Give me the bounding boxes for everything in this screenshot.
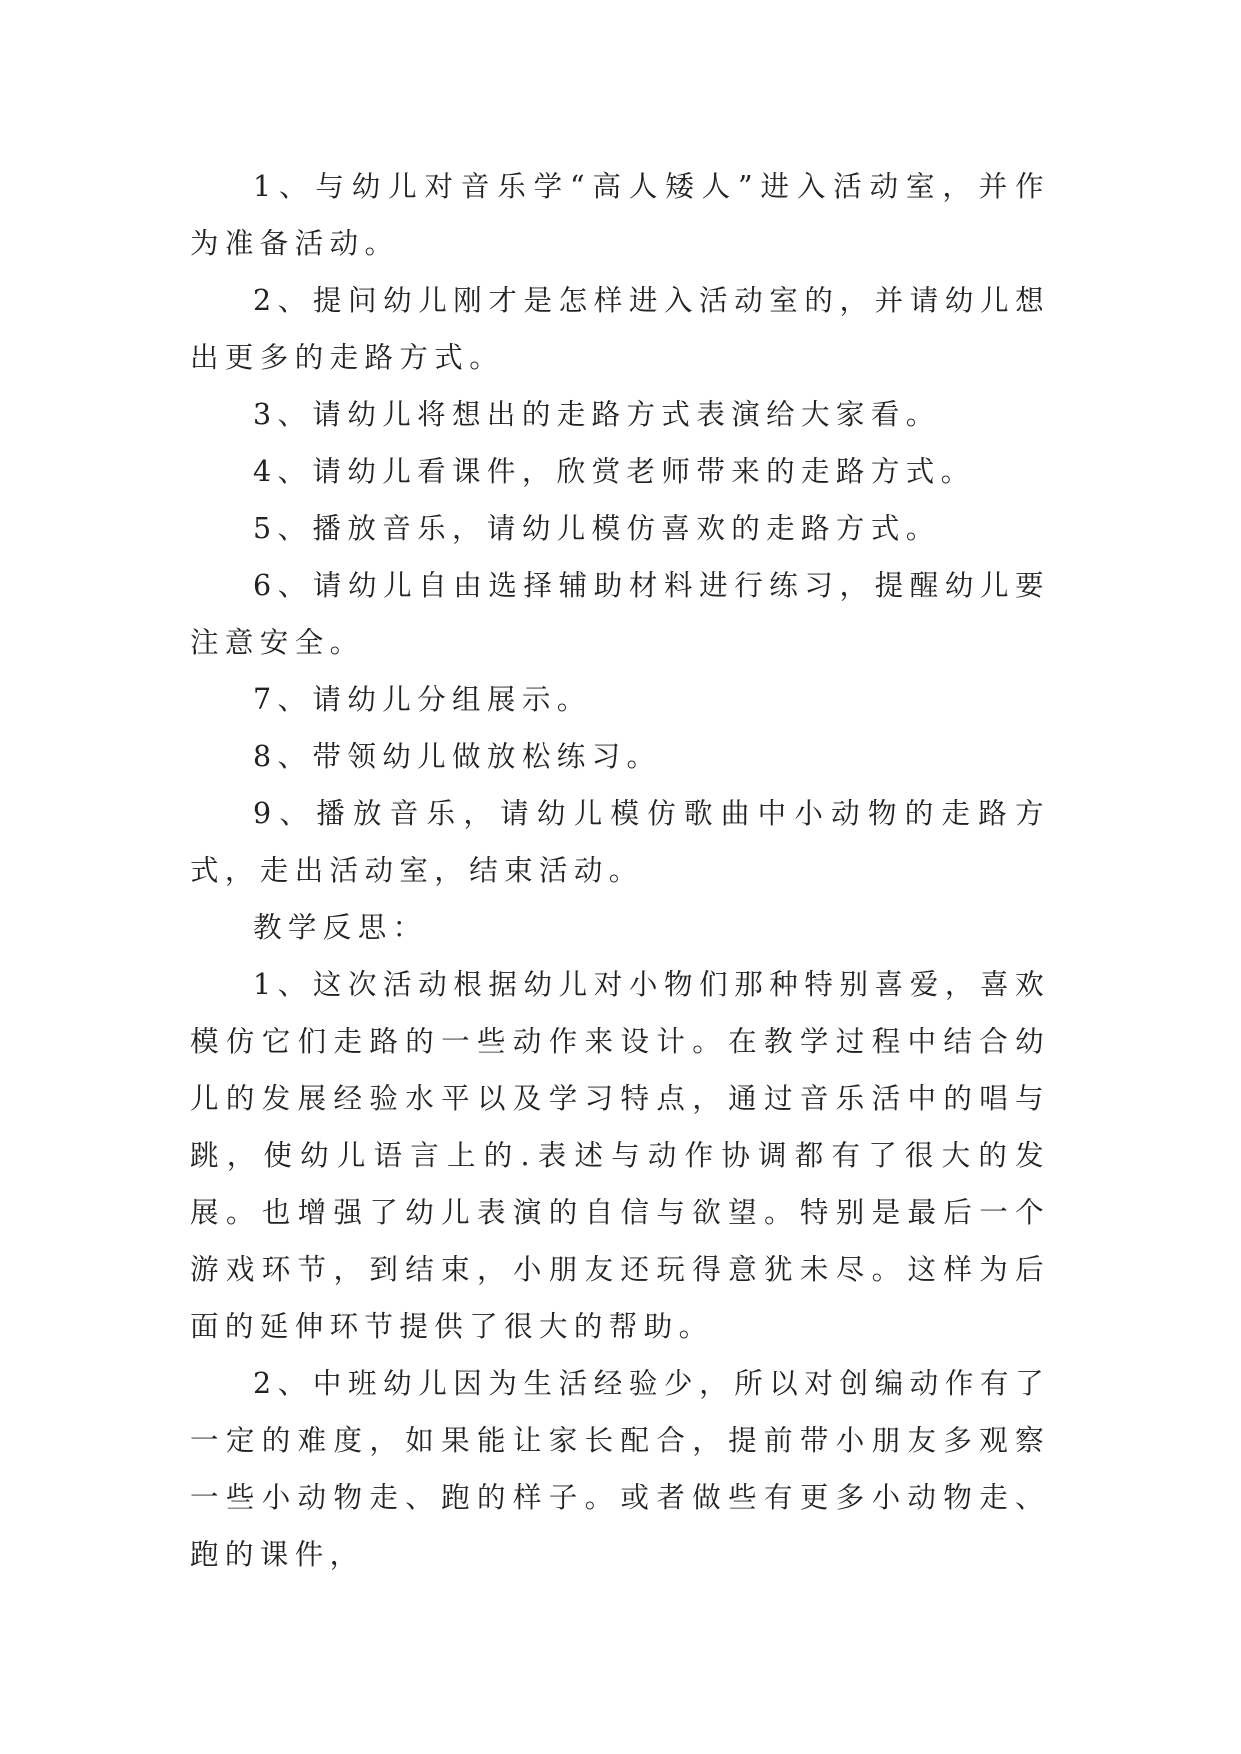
paragraph-step-1: 1、与幼儿对音乐学“高人矮人”进入活动室，并作为准备活动。 [190, 170, 1050, 260]
paragraph-step-7: 7、请幼儿分组展示。 [253, 683, 592, 716]
reflection-heading: 教学反思： [253, 911, 428, 944]
paragraph-step-2: 2、提问幼儿刚才是怎样进入活动室的，并请幼儿想出更多的走路方式。 [190, 284, 1050, 374]
reflection-paragraph-2: 2、中班幼儿因为生活经验少，所以对创编动作有了一定的难度，如果能让家长配合，提前带小朋友多观察一些小动物走、跑的样子。或者做些有更多小动物走、跑的课件， [190, 1367, 1050, 1571]
paragraph-step-8: 8、带领幼儿做放松练习。 [253, 740, 662, 773]
paragraph-step-3: 3、请幼儿将想出的走路方式表演给大家看。 [253, 398, 941, 431]
paragraph-step-9: 9、播放音乐，请幼儿模仿歌曲中小动物的走路方式，走出活动室，结束活动。 [190, 797, 1050, 887]
paragraph-step-5: 5、播放音乐，请幼儿模仿喜欢的走路方式。 [253, 512, 941, 545]
document-body [190, 158, 1050, 1583]
paragraph-step-6: 6、请幼儿自由选择辅助材料进行练习，提醒幼儿要注意安全。 [190, 569, 1050, 659]
paragraph-step-4: 4、请幼儿看课件，欣赏老师带来的走路方式。 [253, 455, 976, 488]
reflection-paragraph-1: 1、这次活动根据幼儿对小物们那种特别喜爱，喜欢模仿它们走路的一些动作来设计。在教学过程中结合幼儿的发展经验水平以及学习特点，通过音乐活中的唱与跳，使幼儿语言上的.表述与动作协调都有了很大的发展。也增强了幼儿表演的自信与欲望。特别是最后一个游戏环节，到结束，小朋友还玩得意犹未尽。这样为后面的延伸环节提供了很大的帮助。 [190, 968, 1050, 1343]
